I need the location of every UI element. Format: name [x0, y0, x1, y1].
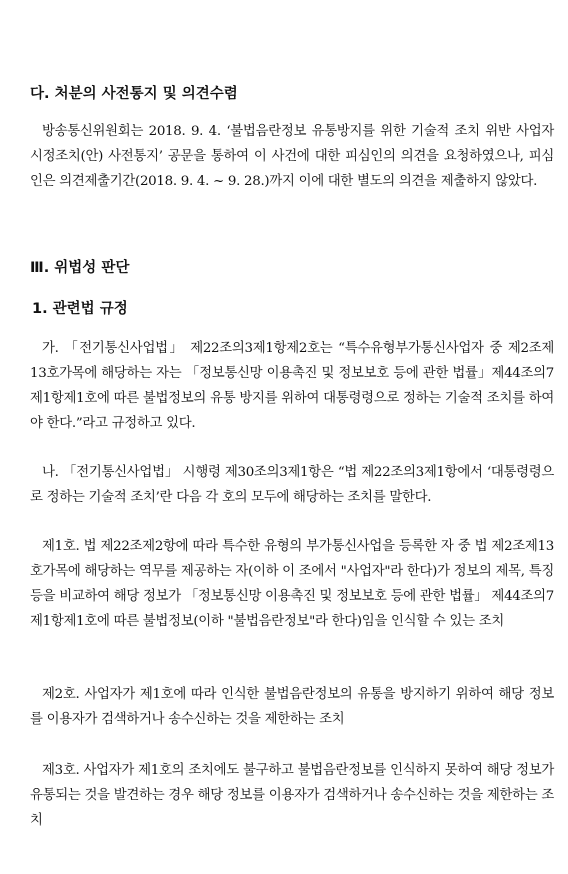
paragraph-ga: 가. 「전기통신사업법」 제22조의3제1항제2호는 “특수유형부가통신사업자 중 제2조제13호가목에 해당하는 자는 「정보통신망 이용촉진 및 정보보호 등에 관한 법률」제44조의7제1항제1호에 따른 불법정보의 유통 방지를 위하여 대통령령으로 정하는 기술적 조치를 하여야 한다.”라고 규정하고 있다. — [30, 341, 554, 431]
paragraph-na: 나. 「전기통신사업법」 시행령 제30조의3제1항은 “법 제22조의3제1항에서 ‘대통령령으로 정하는 기술적 조치’란 다음 각 호의 모두에 해당하는 조치를 말한다. — [30, 465, 554, 505]
section-heading-iii: Ⅲ. 위법성 판단 — [30, 260, 130, 276]
paragraph-item-2: 제2호. 사업자가 제1호에 따라 인식한 불법음란정보의 유통을 방지하기 위하여 해당 정보를 이용자가 검색하거나 송수신하는 것을 제한하는 조치 — [30, 687, 554, 727]
section-heading-da: 다. 처분의 사전통지 및 의견수렴 — [30, 86, 238, 102]
paragraph-item-1: 제1호. 법 제22조제2항에 따라 특수한 유형의 부가통신사업을 등록한 자 중 법 제2조제13호가목에 해당하는 역무를 제공하는 자(이하 이 조에서 "사업자"라 한다)가 정보의 제목, 특징 등을 비교하여 해당 정보가 「정보통신망 이용촉진 및 정보보호 등에 관한 법률」 제44조의7제1항제1호에 따른 불법정보(이하 "불법음란정보"라 한다)임을 인식할 수 있는 조치 — [30, 539, 554, 629]
paragraph-item-3: 제3호. 사업자가 제1호의 조치에도 불구하고 불법음란정보를 인식하지 못하여 해당 정보가 유통되는 것을 발견하는 경우 해당 정보를 이용자가 검색하거나 송수신하는 것을 제한하는 조치 — [30, 763, 554, 828]
section-heading-related-law: 1. 관련법 규정 — [32, 301, 128, 317]
paragraph-prior-notice: 방송통신위원회는 2018. 9. 4. ‘불법음란정보 유통방지를 위한 기술적 조치 위반 사업자 시정조치(안) 사전통지’ 공문을 통하여 이 사건에 대한 피심인의 의견을 요청하였으나, 피심인은 의견제출기간(2018. 9. 4. ~ 9. 28.)까지 이에 대한 별도의 의견을 제출하지 않았다. — [30, 124, 554, 189]
